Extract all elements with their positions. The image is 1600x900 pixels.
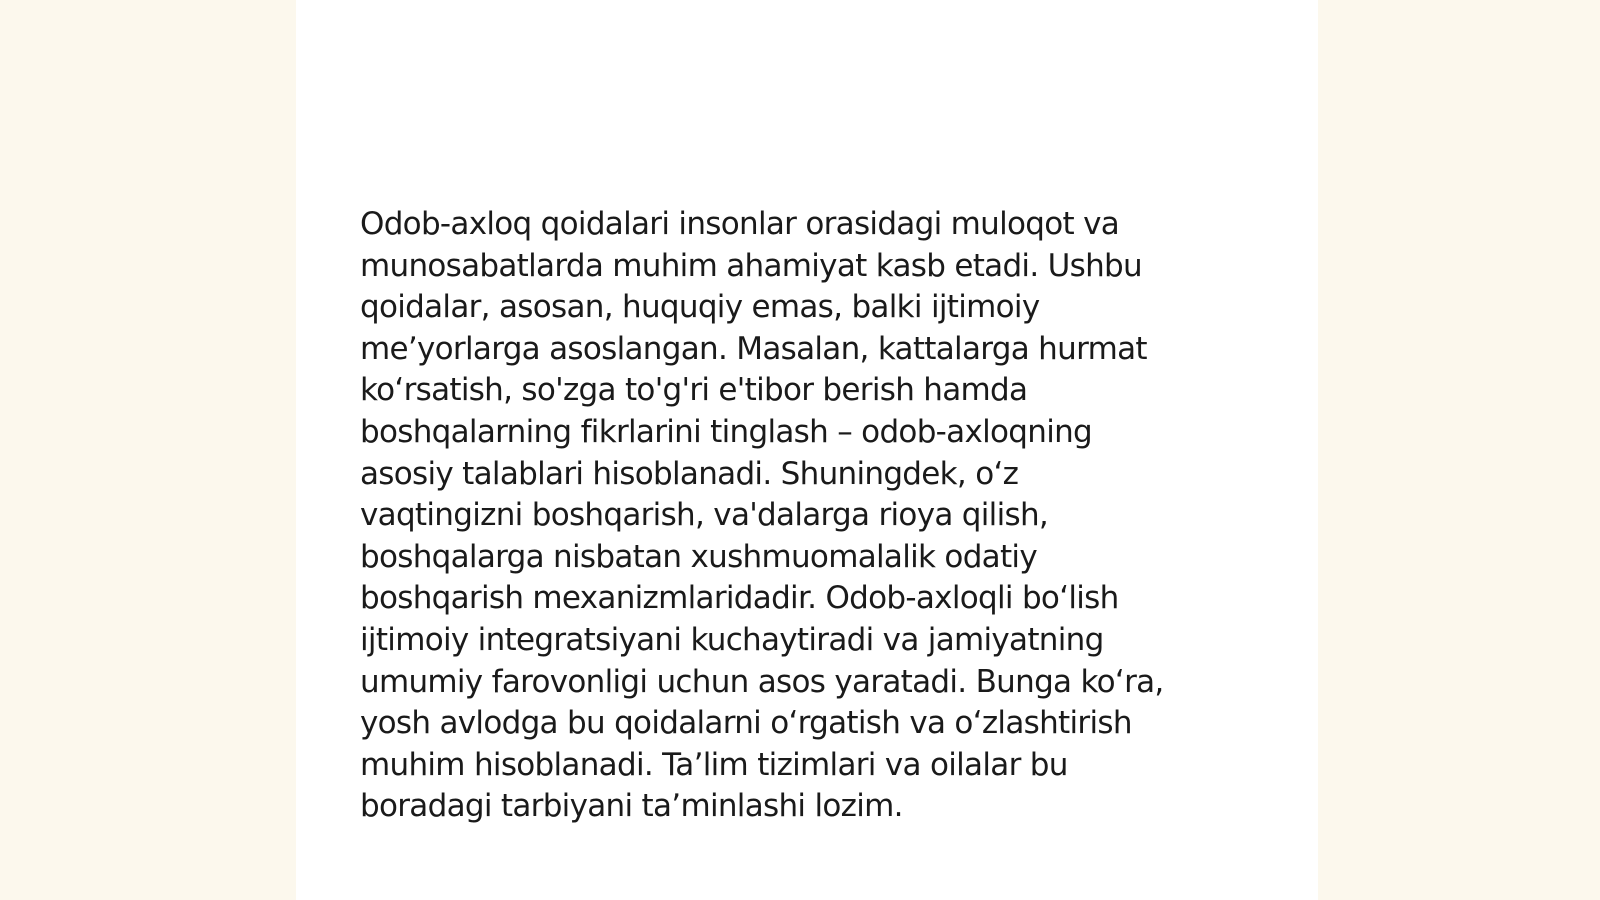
paragraph-line: asosiy talablari hisoblanadi. Shuningdek, oʻz: [360, 455, 1019, 492]
document-page: [296, 0, 1318, 900]
paragraph-line: Odob-axloq qoidalari insonlar orasidagi muloqot va: [360, 206, 1120, 242]
paragraph-line: umumiy farovonligi uchun asos yaratadi. Bunga koʻra,: [360, 663, 1164, 700]
paragraph-line: boshqalarga nisbatan xushmuomalalik odatiy: [360, 538, 1037, 575]
paragraph-line: qoidalar, asosan, huquqiy emas, balki ijtimoiy: [360, 289, 1040, 326]
paragraph-line: boshqarish mexanizmlaridadir. Odob-axloqli boʻlish: [360, 580, 1119, 617]
body-paragraph: [360, 204, 1260, 828]
paragraph-line: muhim hisoblanadi. Ta’lim tizimlari va oilalar bu: [360, 746, 1068, 783]
paragraph-line: ijtimoiy integratsiyani kuchaytiradi va jamiyatning: [360, 621, 1104, 658]
paragraph-line: koʻrsatish, so'zga to'g'ri e'tibor berish hamda: [360, 372, 1028, 409]
paragraph-line: vaqtingizni boshqarish, va'dalarga rioya qilish,: [360, 497, 1049, 534]
paragraph-line: munosabatlarda muhim ahamiyat kasb etadi. Ushbu: [360, 247, 1142, 284]
paragraph-line: yosh avlodga bu qoidalarni oʻrgatish va oʻzlashtirish: [360, 705, 1132, 742]
paragraph-line: boradagi tarbiyani ta’minlashi lozim.: [360, 788, 903, 825]
paragraph-line: boshqalarning fikrlarini tinglash – odob-axloqning: [360, 413, 1093, 450]
paragraph-line: me’yorlarga asoslangan. Masalan, kattalarga hurmat: [360, 330, 1147, 367]
